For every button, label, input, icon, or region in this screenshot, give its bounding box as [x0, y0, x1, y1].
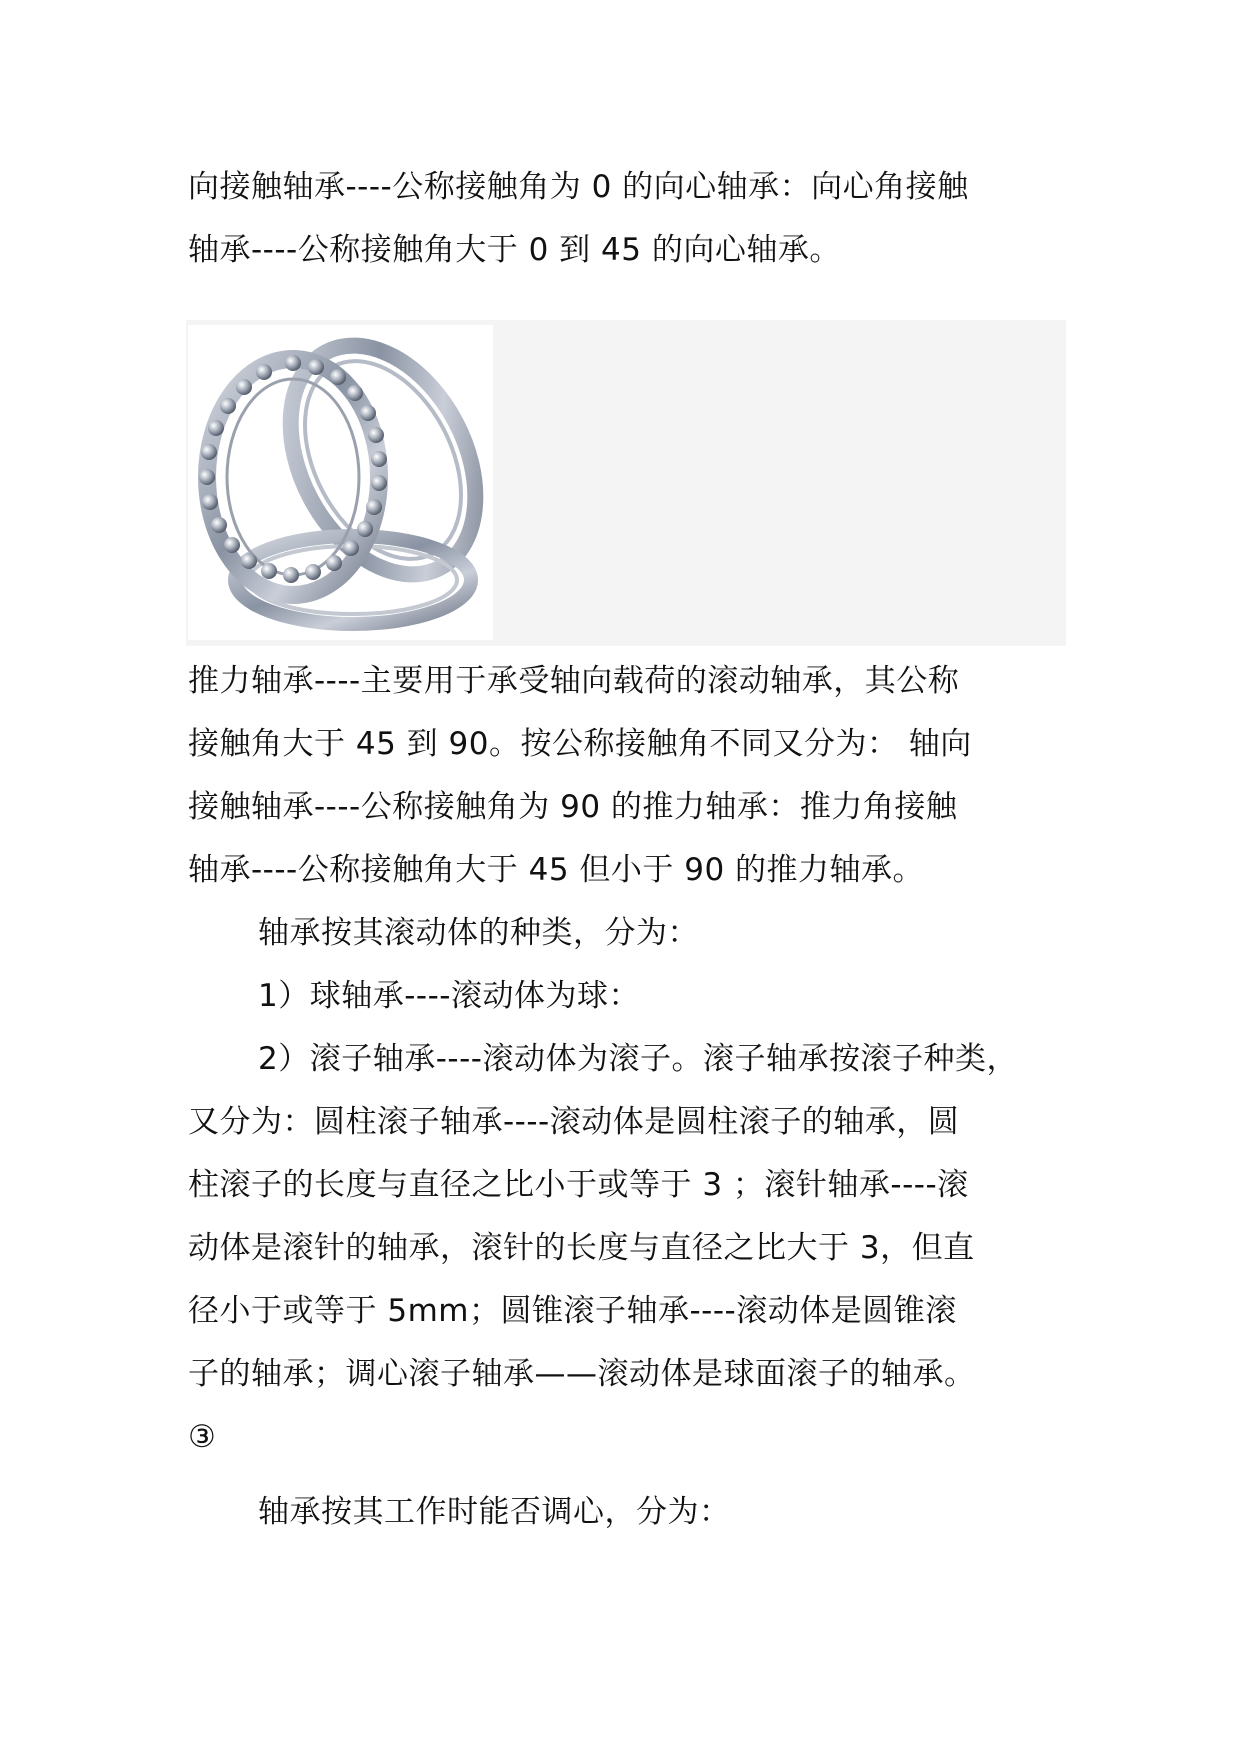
list-item: 2）滚子轴承----滚动体为滚子。滚子轴承按滚子种类，: [258, 1041, 1018, 1077]
text-line: 推力轴承----主要用于承受轴向载荷的滚动轴承，其公称: [188, 663, 960, 699]
text-line: 轴承----公称接触角大于 45 但小于 90 的推力轴承。: [188, 852, 925, 888]
text-line: 接触轴承----公称接触角为 90 的推力轴承：推力角接触: [188, 789, 958, 825]
text-line: 轴承按其滚动体的种类，分为：: [258, 915, 699, 951]
text-line: 向接触轴承----公称接触角为 0 的向心轴承：向心角接触: [188, 169, 969, 205]
list-item: 1）球轴承----滚动体为球：: [258, 978, 640, 1014]
text-line: 又分为：圆柱滚子轴承----滚动体是圆柱滚子的轴承，圆: [188, 1104, 960, 1140]
text-line: 动体是滚针的轴承，滚针的长度与直径之比大于 3，但直: [188, 1230, 975, 1266]
bearing-image: [188, 325, 493, 640]
text-line: 接触角大于 45 到 90。按公称接触角不同又分为： 轴向: [188, 726, 972, 762]
thrust-ball-bearing-icon: [188, 325, 493, 640]
text-line: 径小于或等于 5mm；圆锥滚子轴承----滚动体是圆锥滚: [188, 1293, 957, 1329]
text-line: 轴承按其工作时能否调心，分为：: [258, 1494, 731, 1530]
text-line: 柱滚子的长度与直径之比小于或等于 3 ；滚针轴承----滚: [188, 1167, 969, 1203]
text-line: 轴承----公称接触角大于 0 到 45 的向心轴承。: [188, 232, 841, 268]
text-line: 子的轴承；调心滚子轴承——滚动体是球面滚子的轴承。: [188, 1356, 976, 1392]
circled-number: ③: [188, 1419, 217, 1455]
